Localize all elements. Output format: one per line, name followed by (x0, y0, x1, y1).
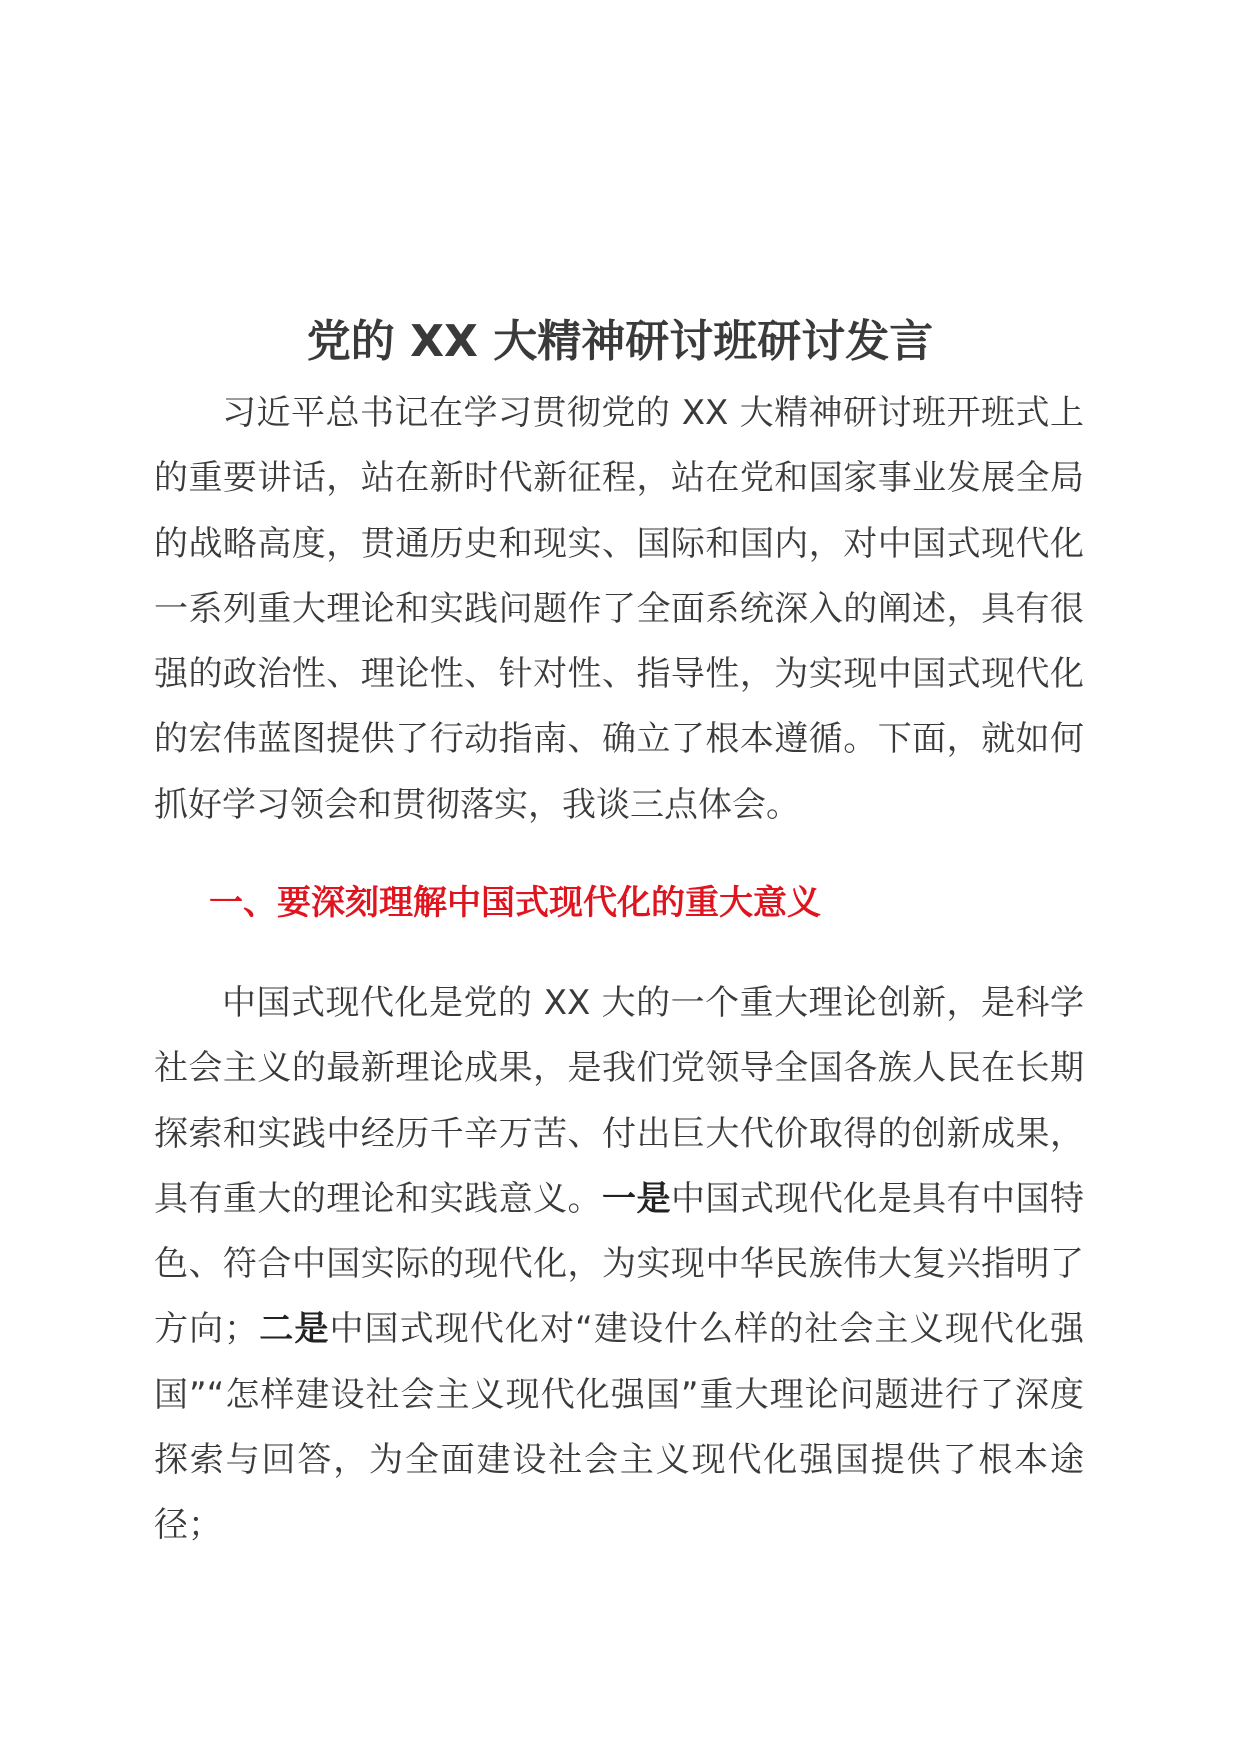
section-1-intro-text: 中国式现代化是党的 XX 大的一个重大理论创新，是科学社会主义的最新理论成果，是我们党领导全国各族人民在长期探索和实践中经历千辛万苦、付出巨大代价取得的创新成果，具有重大的理论和实践意义。 (154, 983, 1084, 1219)
point-2-text: 中国式现代化对“建设什么样的社会主义现代化强国”“怎样建设社会主义现代化强国”重大理论问题进行了深度探索与回答，为全面建设社会主义现代化强国提供了根本途径； (154, 1309, 1084, 1546)
point-1-label: 一是 (602, 1178, 671, 1219)
document-title: 党的 XX 大精神研讨班研讨发言 (306, 316, 934, 368)
section-1-paragraph (154, 971, 1084, 1559)
intro-paragraph: 习近平总书记在学习贯彻党的 XX 大精神研讨班开班式上的重要讲话，站在新时代新征程，站在党和国家事业发展全局的战略高度，贯通历史和现实、国际和国内，对中国式现代化一系列重大理论和实践问题作了全面系统深入的阐述，具有很强的政治性、理论性、针对性、指导性，为实现中国式现代化的宏伟蓝图提供了行动指南、确立了根本遵循。下面，就如何抓好学习领会和贯彻落实，我谈三点体会。 (154, 393, 1084, 825)
point-1-text: 中国式现代化是具有中国特色、符合中国实际的现代化，为实现中华民族伟大复兴指明了方向； (154, 1178, 1085, 1350)
point-2-label: 二是 (258, 1309, 330, 1350)
section-1-heading: 一、要深刻理解中国式现代化的重大意义 (209, 883, 821, 923)
